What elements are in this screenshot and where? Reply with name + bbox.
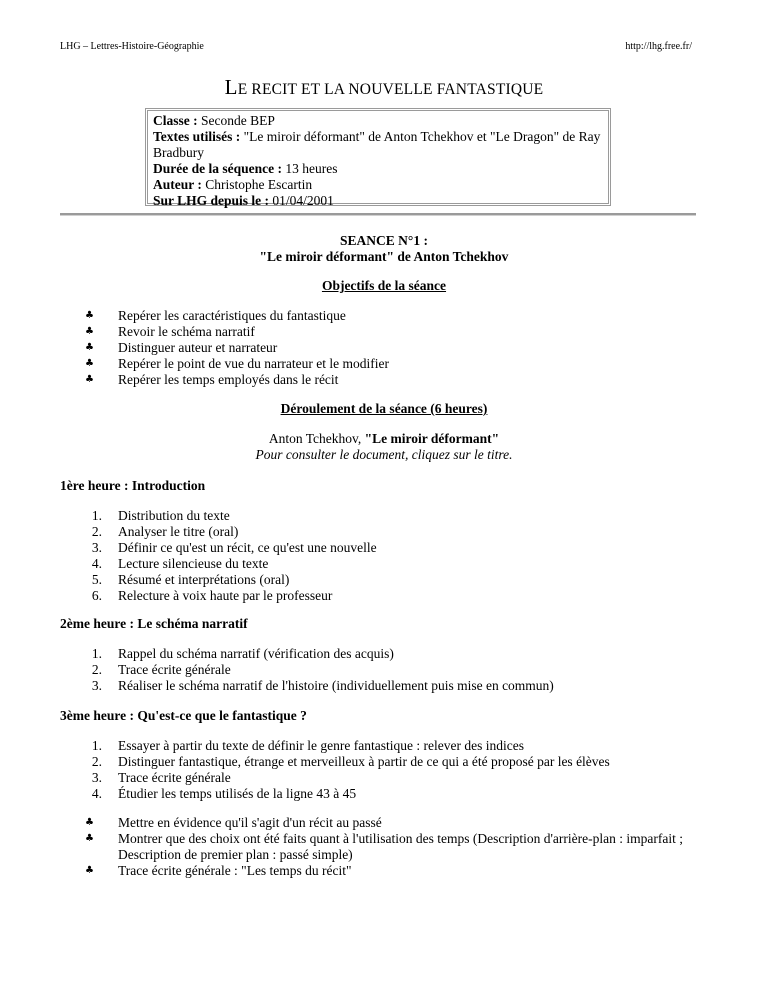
seance-heading-line1: SEANCE N°1 :: [340, 233, 428, 248]
list-item: ♣ Revoir le schéma narratif: [85, 324, 255, 339]
list-item: ♣ Mettre en évidence qu'il s'agit d'un récit au passé: [85, 815, 382, 830]
info-depuis-value: 01/04/2001: [269, 193, 334, 208]
info-auteur: [153, 177, 603, 193]
list-item: ♣ Repérer le point de vue du narrateur et le modifier: [85, 356, 390, 371]
hour-3-sub-bullets: [60, 815, 696, 879]
list-item: 1. Essayer à partir du texte de définir le genre fantastique : relever des indices: [91, 738, 524, 753]
list-item: 3. Définir ce qu'est un récit, ce qu'est une nouvelle: [91, 540, 377, 555]
list-item: ♣ Repérer les caractéristiques du fantastique: [85, 308, 346, 323]
seance-heading: [0, 233, 768, 265]
club-bullet-icon: ♣: [85, 865, 94, 876]
objectifs-title: Objectifs de la séance: [321, 278, 447, 293]
info-duree-value: 13 heures: [281, 161, 338, 176]
club-bullet-icon: ♣: [85, 326, 94, 337]
document-reference: [0, 431, 768, 463]
list-item: 2. Analyser le titre (oral): [91, 524, 239, 539]
horizontal-divider: [60, 213, 696, 216]
club-bullet-icon: ♣: [85, 817, 94, 828]
list-item: ♣ Repérer les temps employés dans le récit: [85, 372, 339, 387]
hour-2-heading: 2ème heure : Le schéma narratif: [60, 616, 248, 631]
hour-3-heading: 3ème heure : Qu'est-ce que le fantastique ?: [60, 708, 307, 723]
info-depuis-label: Sur LHG depuis le :: [153, 193, 270, 208]
header-site-name: LHG – Lettres-Histoire-Géographie: [60, 41, 204, 52]
list-item: 4. Lecture silencieuse du texte: [91, 556, 269, 571]
doc-author: Anton Tchekhov,: [268, 431, 365, 446]
info-depuis: [153, 193, 603, 209]
seance-heading-line2: "Le miroir déformant" de Anton Tchekhov: [259, 249, 509, 264]
sequence-info-box: [145, 108, 611, 206]
info-textes-value: "Le miroir déformant" de Anton Tchekhov et "Le Dragon" de Ray Bradbury: [153, 129, 601, 160]
hour-1-list: [60, 508, 377, 604]
info-classe-label: Classe :: [153, 113, 198, 128]
list-item: 1. Distribution du texte: [91, 508, 230, 523]
list-item: 1. Rappel du schéma narratif (vérification des acquis): [91, 646, 394, 661]
info-textes: [153, 129, 603, 161]
list-item: ♣ Montrer que des choix ont été faits quant à l'utilisation des temps (Description d'arrière-plan : imparfait ; Description de premier plan : passé simple): [85, 831, 683, 862]
club-bullet-icon: ♣: [85, 310, 94, 321]
header-site-url: http://lhg.free.fr/: [625, 41, 692, 52]
list-item: ♣ Trace écrite générale : "Les temps du récit": [85, 863, 352, 878]
doc-title-link[interactable]: "Le miroir déformant": [364, 431, 500, 446]
list-item: 5. Résumé et interprétations (oral): [91, 572, 290, 587]
page-title: [0, 75, 768, 100]
list-item: 2. Trace écrite générale: [91, 662, 231, 677]
info-duree-label: Durée de la séquence :: [153, 161, 282, 176]
info-textes-label: Textes utilisés :: [153, 129, 241, 144]
list-item: 4. Étudier les temps utilisés de la ligne 43 à 45: [91, 786, 357, 801]
title-rest: E RECIT ET LA NOUVELLE FANTASTIQUE: [237, 81, 544, 98]
list-item: ♣ Distinguer auteur et narrateur: [85, 340, 278, 355]
list-item: 6. Relecture à voix haute par le professeur: [91, 588, 333, 603]
title-first-letter: L: [224, 75, 238, 99]
list-item: 3. Réaliser le schéma narratif de l'histoire (individuellement puis mise en commun): [91, 678, 554, 693]
hour-1-heading: 1ère heure : Introduction: [60, 478, 206, 493]
hour-3-list: [60, 738, 610, 802]
deroulement-title: Déroulement de la séance (6 heures): [280, 401, 488, 416]
objectifs-list: [60, 308, 389, 388]
hour-2-list: [60, 646, 554, 694]
list-item: 3. Trace écrite générale: [91, 770, 231, 785]
list-item: 2. Distinguer fantastique, étrange et merveilleux à partir de ce qui a été proposé par les élèves: [91, 754, 610, 769]
info-classe: [153, 113, 603, 129]
club-bullet-icon: ♣: [85, 358, 94, 369]
doc-hint: Pour consulter le document, cliquez sur le titre.: [255, 447, 513, 462]
club-bullet-icon: ♣: [85, 374, 94, 385]
club-bullet-icon: ♣: [85, 833, 94, 844]
club-bullet-icon: ♣: [85, 342, 94, 353]
info-auteur-value: Christophe Escartin: [201, 177, 313, 192]
info-classe-value: Seconde BEP: [197, 113, 275, 128]
info-auteur-label: Auteur :: [153, 177, 202, 192]
info-duree: [153, 161, 603, 177]
